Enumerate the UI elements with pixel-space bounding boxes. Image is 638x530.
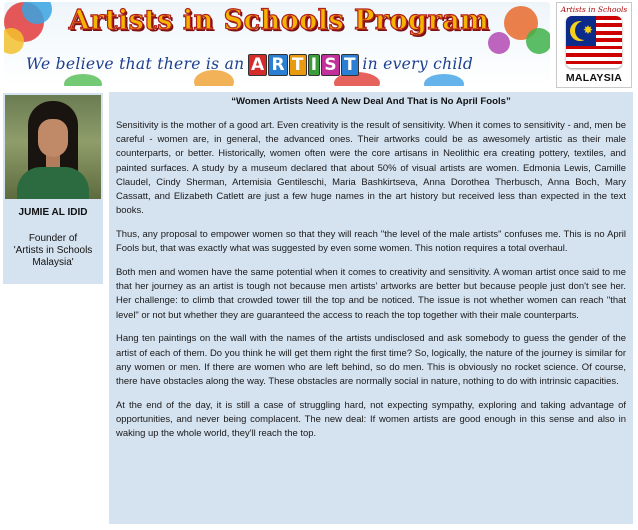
flag-stripe (566, 64, 622, 68)
flag-stripe (566, 61, 622, 65)
article-title: “Women Artists Need A New Deal And That is No April Fools” (231, 96, 511, 107)
author-role-line: Founder of (28, 233, 78, 244)
logo-caption: Artists in Schools (560, 5, 628, 14)
author-role-line: Malaysia' (32, 257, 74, 268)
author-role-line: 'Artists in Schools (13, 245, 93, 256)
program-tagline (26, 54, 546, 76)
malaysia-flag-icon (566, 16, 622, 68)
star-icon: ✸ (583, 23, 594, 37)
tagline-start: We believe that there is an (26, 55, 245, 73)
artist-letter-tile: R (268, 54, 287, 76)
author-role (5, 233, 101, 269)
article-paragraph: Thus, any proposal to empower women so that they will reach "the level of the male artists" confuses me. This is no April Fools but, that was exactly what was suggested by even some women. This notion requires a total overhaul. (116, 229, 626, 255)
header-banner (4, 2, 550, 86)
flag-stripe (566, 46, 622, 50)
artist-letter-tile: T (289, 54, 307, 76)
author-name: JUMIE AL IDID (18, 207, 88, 218)
author-profile (3, 93, 103, 284)
flag-stripe (566, 49, 622, 53)
artist-letter-tile: A (248, 54, 267, 76)
author-photo (5, 95, 101, 199)
paint-splash (4, 28, 24, 54)
photo-shirt (17, 167, 89, 199)
flag-stripe (566, 53, 622, 57)
artist-letters (247, 54, 359, 76)
article-paragraph: Both men and women have the same potential when it comes to creativity and sensitivity. A woman artist once said to me that her journey as an artist is tough not because men artists' artworks are better but because people just don't see her. Her challenge: to climb that crowded tower till the top and be noticed. The issue is not whether women can reach "that level" or not but whether they are guaranteed the access to reach the top together with their male counterparts. (116, 267, 626, 321)
program-title: Artists in Schools Program (68, 5, 490, 36)
artist-letter-tile: S (321, 54, 340, 76)
paint-splash (526, 28, 550, 54)
artist-letter-tile: T (341, 54, 359, 76)
artist-letter-tile: I (308, 54, 321, 76)
article-body (109, 92, 633, 524)
flag-stripe (566, 57, 622, 61)
article-paragraph: Hang ten paintings on the wall with the names of the artists undisclosed and ask somebody to guess the gender of the artist of each of them. Do you think he will get them right the first time? So, logically, the nature of the journey is similar for any women or men. If there are women who are left behind, so do men. This is obviously no rocket science. Of course, there have obstacles along the way. These obstacles are normally social in nature, nothing to do with intrinsic capacities. (116, 333, 626, 388)
malaysia-logo (556, 2, 632, 88)
tagline-end: in every child (362, 55, 474, 73)
country-name: MALAYSIA (565, 72, 623, 84)
article-paragraph: Sensitivity is the mother of a good art. Even creativity is the result of sensitivity. When it comes to sensitivity - and, men be careful - women are, in general, the advanced ones. Their artworks could be as awesomely artistic as their male counterparts, or better. Historically, women often were the core artisans in Neolithic era creating pottery, textiles, and painted surfaces. A study by a museum declared that about 50% of visual artists are women. Edmonia Lewis, Camille Claudel, Cindy Sherman, Artemisia Gentileschi, Maria Bashkirtseva, Anna Dorothea Therbusch, Anna Boch, Mary Cassatt, and Elizabeth Catlett are just a few huge names in the art history but received less than expected in the text books. (116, 120, 626, 217)
photo-face (38, 119, 68, 157)
article-paragraph: At the end of the day, it is still a case of struggling hard, not expecting sympathy, exploring and taking advantage of opportunities, and never being complacent. The new deal: If women artists are good enough in this sense and also in waking up the whole world, they'll reach the top. (116, 399, 626, 440)
